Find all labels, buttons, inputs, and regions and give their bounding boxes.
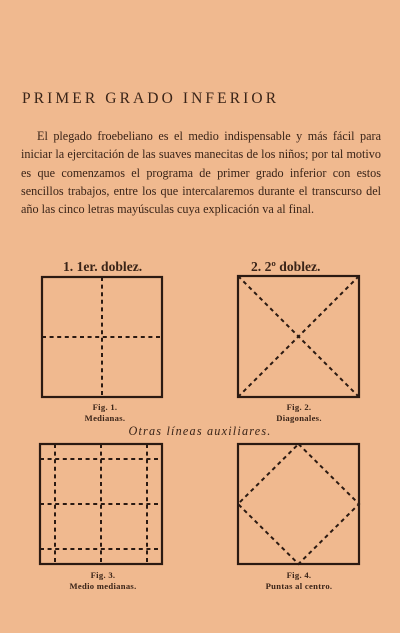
step-label-second-fold: 2. 2º doblez. [251, 259, 321, 274]
figure-4-square-outline [238, 444, 359, 564]
step-label-first-fold: 1. 1er. doblez. [63, 259, 143, 274]
intro-paragraph: El plegado froebeliano es el medio indispensable y más fácil para iniciar la ejercitación de las suaves manecitas de los niños; por tal motivo es que comenzamos el programa de primer grado inferior con estos sencillos trabajos, entre los que intercalaremos durante el transcurso del año las cinco letras mayúsculas cuya explicación va al final. [21, 129, 381, 217]
figure-4-label: Fig. 4. [286, 570, 312, 580]
figure-4-inner-diamond-fold-lines [238, 444, 359, 564]
figure-1-label: Fig. 1. [92, 402, 118, 412]
page-title: PRIMER GRADO INFERIOR [22, 90, 280, 107]
figure-3-title: Medio medianas. [69, 581, 137, 591]
figure-4-corners-to-center-diagram [236, 442, 361, 566]
figure-1-medians-diagram [40, 275, 164, 399]
figure-2-label: Fig. 2. [286, 402, 312, 412]
figure-4-title: Puntas al centro. [265, 581, 333, 591]
auxiliary-lines-heading: Otras líneas auxiliares. [128, 424, 272, 438]
figure-2-title: Diagonales. [276, 413, 322, 423]
figure-2-diagonals-diagram [236, 274, 361, 399]
figure-1-title: Medianas. [84, 413, 126, 423]
figure-3-label: Fig. 3. [90, 570, 116, 580]
figure-3-caption [38, 570, 168, 592]
figure-3-half-medians-diagram [38, 442, 164, 566]
figure-4-caption [234, 570, 364, 592]
figure-1-caption [40, 402, 170, 424]
figure-2-caption [234, 402, 364, 424]
